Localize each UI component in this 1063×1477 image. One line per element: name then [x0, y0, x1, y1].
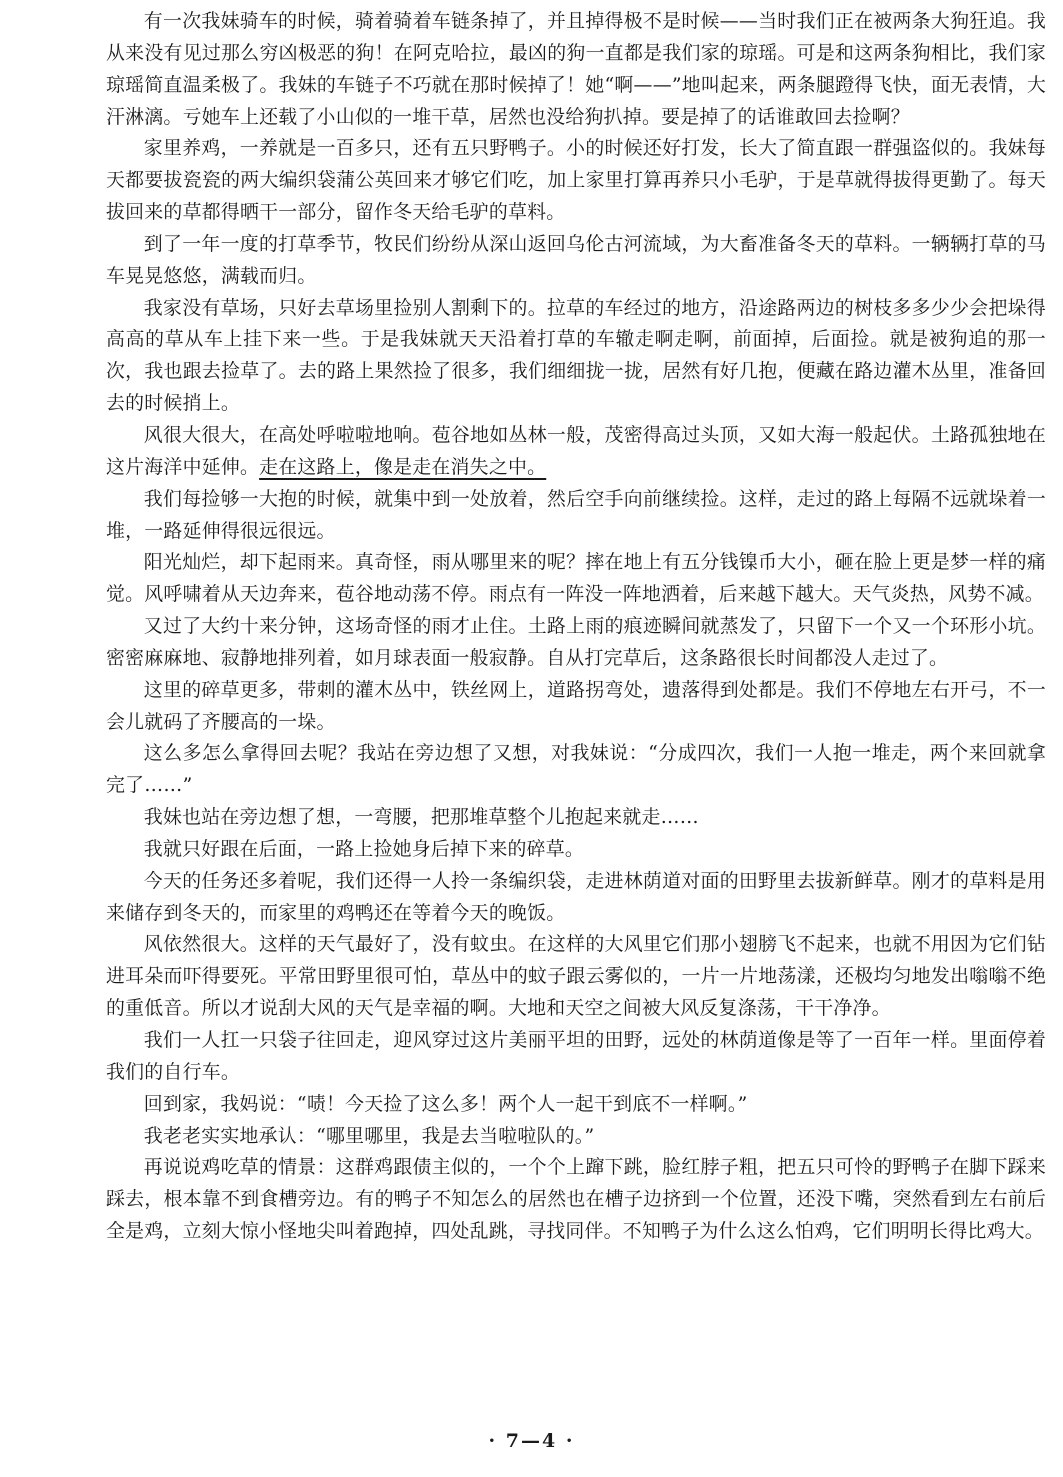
paragraph	[106, 293, 1046, 420]
paragraph-text: 到了一年一度的打草季节，牧民们纷纷从深山返回乌伦古河流域，为大畜准备冬天的草料。一辆辆打草的马车晃晃悠悠，满载而归。	[106, 232, 1046, 287]
paragraph-text: 这里的碎草更多，带刺的灌木丛中，铁丝网上，道路拐弯处，遗落得到处都是。我们不停地左右开弓，不一会儿就码了齐腰高的一垛。	[106, 678, 1046, 733]
paragraph-text: 我们一人扛一只袋子往回走，迎风穿过这片美丽平坦的田野，远处的林荫道像是等了一百年一样。里面停着我们的自行车。	[106, 1029, 1046, 1083]
paragraph-text: 回到家，我妈说：“啧！今天捡了这么多！两个人一起干到底不一样啊。”	[143, 1092, 748, 1115]
paragraph-text: 我家没有草场，只好去草场里捡别人割剩下的。拉草的车经过的地方，沿途路两边的树枝多多少少会把垛得高高的草从车上挂下来一些。于是我妹就天天沿着打草的车辙走啊走啊，前面掉，后面捡。就是被狗追的那一次，我也跟去捡草了。去的路上果然捡了很多，我们细细拢一拢，居然有好几抱，便藏在路边灌木丛里，准备回去的时候捎上。	[106, 296, 1046, 415]
paragraph	[106, 229, 1046, 293]
paragraph-text: 风依然很大。这样的天气最好了，没有蚊虫。在这样的大风里它们那小翅膀飞不起来，也就不用因为它们钻进耳朵而吓得要死。平常田野里很可怕，草丛中的蚊子跟云雾似的，一片一片地荡漾，还极均匀地发出嗡嗡不绝的重低音。所以才说刮大风的天气是幸福的啊。大地和天空之间被大风反复涤荡，干干净净。	[106, 933, 1046, 1020]
paragraph-text: 又过了大约十来分钟，这场奇怪的雨才止住。土路上雨的痕迹瞬间就蒸发了，只留下一个又一个环形小坑。密密麻麻地、寂静地排列着，如月球表面一般寂静。自从打完草后，这条路很长时间都没人走过了。	[106, 615, 1046, 669]
paragraph-text: 有一次我妹骑车的时候，骑着骑着车链条掉了，并且掉得极不是时候——当时我们正在被两条大狗狂追。我从来没有见过那么穷凶极恶的狗！在阿克哈拉，最凶的狗一直都是我们家的琼瑶。可是和这两条狗相比，我们家琼瑶简直温柔极了。我妹的车链子不巧就在那时候掉了！她“啊——”地叫起来，两条腿蹬得飞快，面无表情，大汗淋漓。亏她车上还载了小山似的一堆干草，居然也没给狗扒掉。要是掉了的话谁敢回去捡啊？	[106, 10, 1046, 128]
paragraph-text: 我老老实实地承认：“哪里哪里，我是去当啦啦队的。”	[143, 1124, 595, 1147]
paragraph	[106, 1121, 1046, 1153]
paragraph-text: 我妹也站在旁边想了想，一弯腰，把那堆草整个儿抱起来就走……	[143, 806, 699, 829]
paragraph	[106, 1152, 1046, 1248]
paragraph-text: 阳光灿烂，却下起雨来。真奇怪，雨从哪里来的呢？摔在地上有五分钱镍币大小，砸在脸上更是梦一样的痛觉。风呼啸着从天边奔来，苞谷地动荡不停。雨点有一阵没一阵地洒着，后来越下越大。天气炎热，风势不减。	[106, 551, 1046, 606]
paragraph	[106, 611, 1046, 675]
paragraph	[106, 866, 1046, 930]
paragraph-text: 我就只好跟在后面，一路上捡她身后掉下来的碎草。	[143, 837, 585, 860]
paragraph	[106, 547, 1046, 611]
paragraph	[106, 802, 1046, 834]
paragraph	[106, 420, 1046, 484]
paragraph	[106, 1025, 1046, 1089]
paragraph-text: 再说说鸡吃草的情景：这群鸡跟债主似的，一个个上蹿下跳，脸红脖子粗，把五只可怜的野鸭子在脚下踩来踩去，根本靠不到食槽旁边。有的鸭子不知怎么的居然也在槽子边挤到一个位置，还没下嘴，突然看到左右前后全是鸡，立刻大惊小怪地尖叫着跑掉，四处乱跳，寻找同伴。不知鸭子为什么这么怕鸡，它们明明长得比鸡大。	[106, 1156, 1046, 1243]
paragraph-text: 这么多怎么拿得回去呢？我站在旁边想了又想，对我妹说：“分成四次，我们一人抱一堆走，两个来回就拿完了……”	[106, 742, 1046, 797]
paragraph	[106, 834, 1046, 866]
paragraph-text: 风很大很大，在高处呼啦啦地响。苞谷地如丛林一般，茂密得高过头顶，又如大海一般起伏。土路孤独地在这片海洋中延伸。	[106, 423, 1046, 478]
paragraph-text: 家里养鸡，一养就是一百多只，还有五只野鸭子。小的时候还好打发，长大了简直跟一群强盗似的。我妹每天都要拔瓷瓷的两大编织袋蒲公英回来才够它们吃，加上家里打算再养只小毛驴，于是草就得拔得更勤了。每天拔回来的草都得晒干一部分，留作冬天给毛驴的草料。	[106, 137, 1046, 224]
paragraph	[106, 133, 1046, 229]
paragraph-text: 我们每捡够一大抱的时候，就集中到一处放着，然后空手向前继续捡。这样，走过的路上每隔不远就垛着一堆，一路延伸得很远很远。	[106, 487, 1046, 542]
paragraph	[106, 6, 1046, 133]
paragraph	[106, 484, 1046, 548]
paragraph-text: 今天的任务还多着呢，我们还得一人拎一条编织袋，走进林荫道对面的田野里去拔新鲜草。刚才的草料是用来储存到冬天的，而家里的鸡鸭还在等着今天的晚饭。	[106, 869, 1046, 924]
paragraph	[106, 1089, 1046, 1121]
article-body	[106, 6, 1046, 1248]
paragraph	[106, 675, 1046, 739]
paragraph	[106, 929, 1046, 1025]
paragraph	[106, 738, 1046, 802]
underlined-sentence: 走在这路上，像是走在消失之中。	[259, 455, 547, 478]
page-number: · 7—4 ·	[488, 1430, 575, 1452]
